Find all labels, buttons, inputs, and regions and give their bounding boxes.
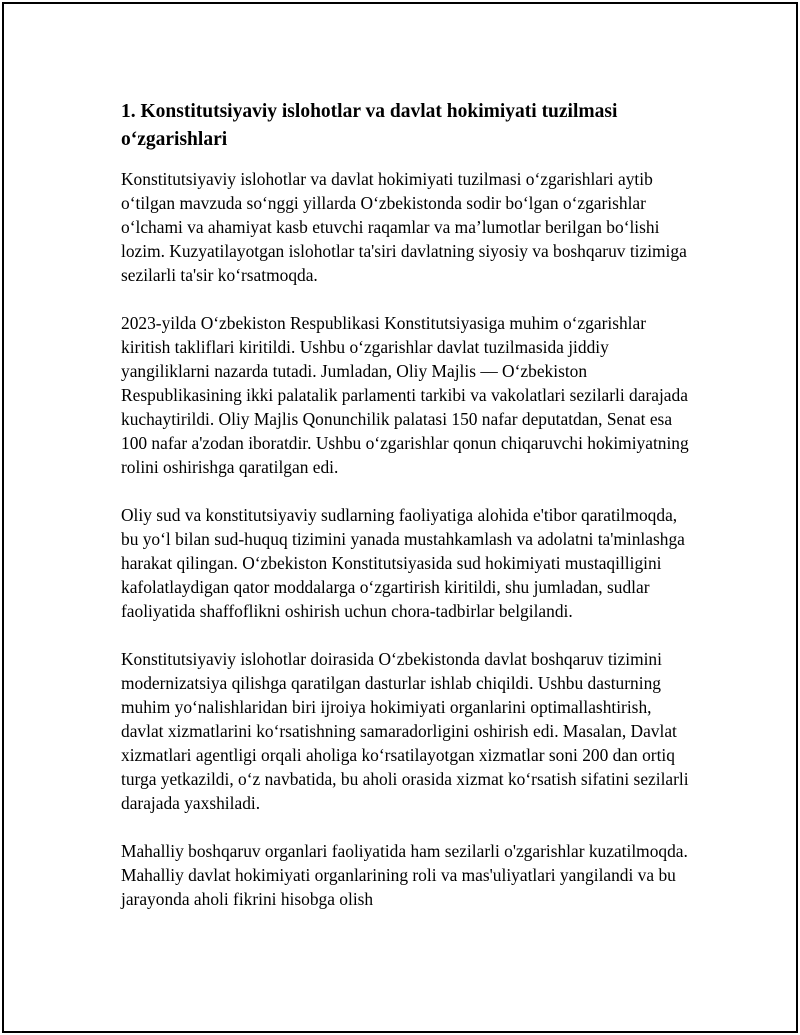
section-heading: 1. Konstitutsiyaviy islohotlar va davlat hokimiyati tuzilmasi o‘zgarishlari	[121, 101, 618, 150]
paragraph-4: Konstitutsiyaviy islohotlar doirasida O‘zbekistonda davlat boshqaruv tizimini modernizatsiya qilishga qaratilgan dasturlar ishlab chiqildi. Ushbu dasturning muhim yo‘nalishlaridan biri ijroiya hokimiyati organlarini optimallashtirish, davlat xizmatlarini ko‘rsatishning samaradorligini oshirish edi. Masalan, Davlat xizmatlari agentligi orqali aholiga ko‘rsatilayotgan xizmatlar soni 200 dan ortiq turga yetkazildi, o‘z navbatida, bu aholi orasida xizmat ko‘rsatish sifatini sezilarli darajada yaxshiladi.	[121, 649, 689, 813]
paragraph-5: Mahalliy boshqaruv organlari faoliyatida ham sezilarli o'zgarishlar kuzatilmoqda. Mahalliy davlat hokimiyati organlarining roli va mas'uliyatlari yangilandi va bu jarayonda aholi fikrini hisobga olish	[121, 841, 688, 909]
document-body	[121, 98, 691, 935]
paragraph-1: Konstitutsiyaviy islohotlar va davlat hokimiyati tuzilmasi o‘zgarishlari aytib o‘tilgan mavzuda so‘nggi yillarda O‘zbekistonda sodir bo‘lgan o‘zgarishlar o‘lchami va ahamiyat kasb etuvchi raqamlar va ma’lumotlar berilgan bo‘lishi lozim. Kuzyatilayotgan islohotlar ta'siri davlatning siyosiy va boshqaruv tizimiga sezilarli ta'sir ko‘rsatmoqda.	[121, 169, 687, 285]
paragraph-2: 2023-yilda O‘zbekiston Respublikasi Konstitutsiyasiga muhim o‘zgarishlar kiritish takliflari kiritildi. Ushbu o‘zgarishlar davlat tuzilmasida jiddiy yangiliklarni nazarda tutadi. Jumladan, Oliy Majlis — O‘zbekiston Respublikasining ikki palatalik parlamenti tarkibi va vakolatlari sezilarli darajada kuchaytirildi. Oliy Majlis Qonunchilik palatasi 150 nafar deputatdan, Senat esa 100 nafar a'zodan iboratdir. Ushbu o‘zgarishlar qonun chiqaruvchi hokimiyatning rolini oshirishga qaratilgan edi.	[121, 313, 689, 477]
paragraph-3: Oliy sud va konstitutsiyaviy sudlarning faoliyatiga alohida e'tibor qaratilmoqda, bu yo‘l bilan sud-huquq tizimini yanada mustahkamlash va adolatni ta'minlashga harakat qilingan. O‘zbekiston Konstitutsiyasida sud hokimiyati mustaqilligini kafolatlaydigan qator moddalarga o‘zgartirish kiritildi, shu jumladan, sudlar faoliyatida shaffoflikni oshirish uchun chora-tadbirlar belgilandi.	[121, 505, 685, 621]
document-page	[2, 2, 798, 1033]
